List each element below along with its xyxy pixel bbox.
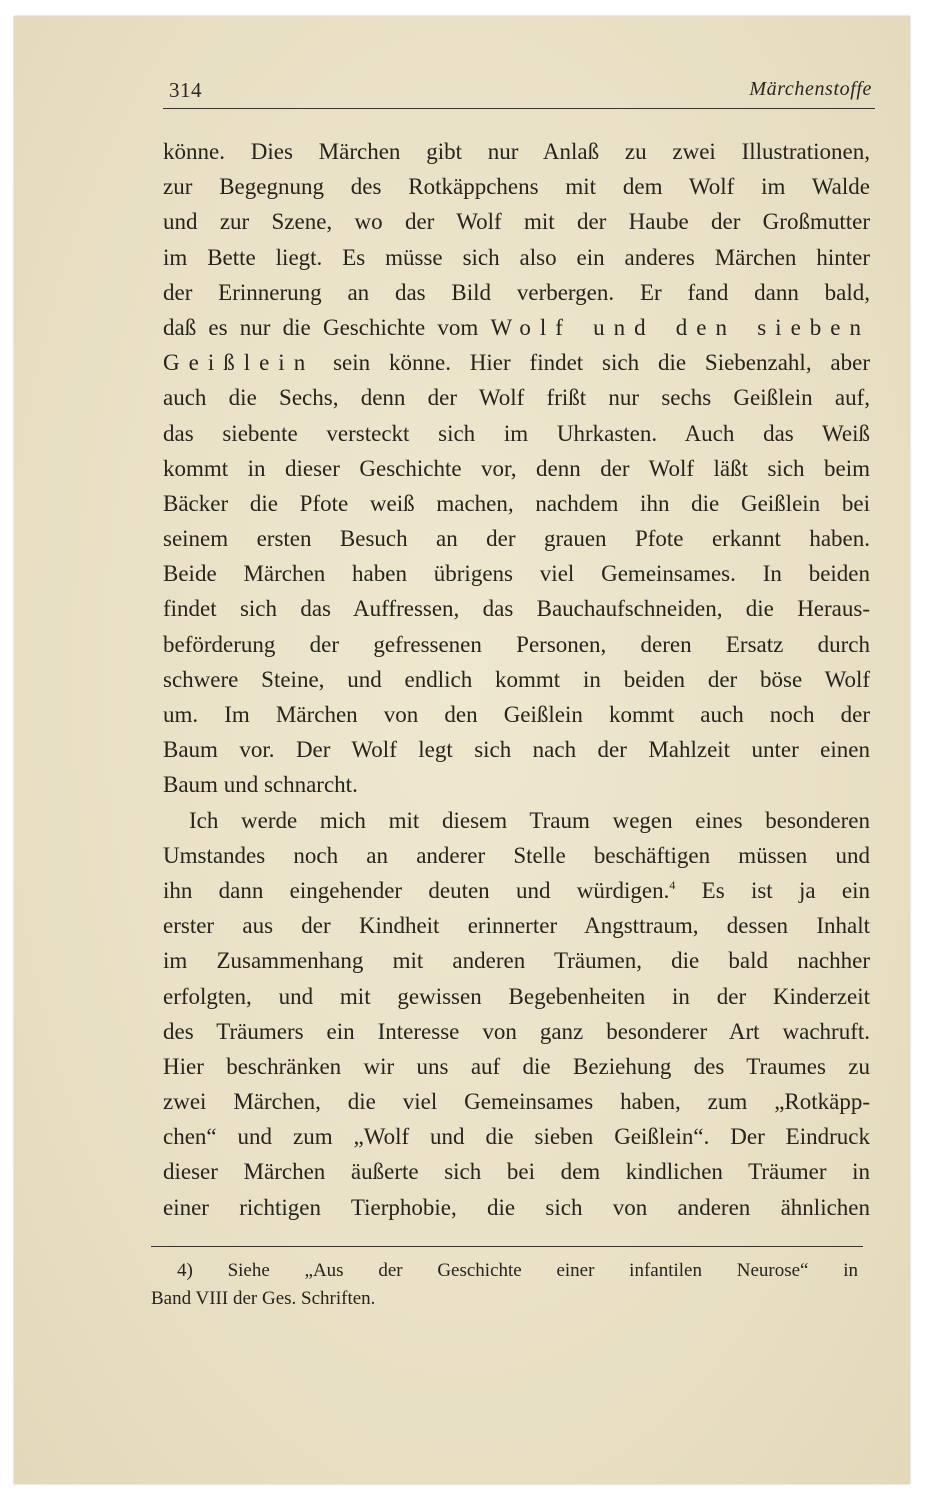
text-line: erfolgten, und mit gewissen Begebenheiten in der Kinderzeit	[163, 983, 870, 1009]
text-line: zwei Märchen, die viel Gemeinsames haben, zum „Rotkäpp-	[163, 1089, 870, 1115]
text-line: chen“ und zum „Wolf und die sieben Geißlein“. Der Eindruck	[163, 1124, 870, 1150]
text-line: der Erinnerung an das Bild verbergen. Er fand dann bald,	[163, 279, 870, 305]
text-line: Baum und schnarcht.	[163, 772, 358, 798]
text-line: im Bette liegt. Es müsse sich also ein anderes Märchen hinter	[163, 244, 870, 270]
text-line: im Zusammenhang mit anderen Träumen, die bald nachher	[163, 948, 870, 974]
text-line: einer richtigen Tierphobie, die sich von anderen ähnlichen	[163, 1194, 870, 1220]
spaced-title: Wolf und den sieben	[490, 314, 870, 340]
text-line	[163, 310, 870, 345]
footnote	[151, 1257, 858, 1313]
text-line: des Träumers ein Interesse von ganz besonderer Art wachruft.	[163, 1018, 870, 1044]
text-line: auch die Sechs, denn der Wolf frißt nur sechs Geißlein auf,	[163, 385, 870, 411]
running-head: Märchenstoffe	[749, 78, 872, 100]
text-line: Hier beschränken wir uns auf die Beziehung des Traumes zu	[163, 1053, 870, 1079]
footnote-line: 4) Siehe „Aus der Geschichte einer infantilen Neurose“ in	[177, 1260, 858, 1281]
text-line: Umstandes noch an anderer Stelle beschäftigen müssen und	[163, 842, 870, 868]
text-line	[163, 345, 870, 380]
text-line: erster aus der Kindheit erinnerter Angsttraum, dessen Inhalt	[163, 913, 870, 939]
footnote-line: Band VIII der Ges. Schriften.	[151, 1288, 376, 1309]
text-line: zur Begegnung des Rotkäppchens mit dem Wolf im Walde	[163, 174, 870, 200]
spaced-title: Geißlein	[163, 350, 315, 376]
text-line: um. Im Märchen von den Geißlein kommt auch noch der	[163, 702, 870, 727]
text-line: dieser Märchen äußerte sich bei dem kindlichen Träumer in	[163, 1159, 870, 1185]
page-header	[151, 74, 872, 106]
text-line: schwere Steine, und endlich kommt in beiden der böse Wolf	[163, 666, 870, 692]
text-line: Ich werde mich mit diesem Traum wegen eines besonderen	[189, 807, 870, 833]
text-line: und zur Szene, wo der Wolf mit der Haube der Großmutter	[163, 209, 870, 235]
text-line: findet sich das Auffressen, das Bauchaufschneiden, die Heraus-	[163, 596, 870, 622]
text-line	[163, 873, 870, 908]
footnote-rule	[151, 1246, 863, 1247]
text-line: kommt in dieser Geschichte vor, denn der Wolf läßt sich beim	[163, 455, 870, 481]
body-text	[163, 134, 870, 1225]
text-line: seinem ersten Besuch an der grauen Pfote erkannt haben.	[163, 526, 870, 552]
text-line: beförderung der gefressenen Personen, deren Ersatz durch	[163, 631, 870, 657]
text-segment: ihn dann eingehender deuten und würdigen.	[163, 877, 670, 903]
text-line: Bäcker die Pfote weiß machen, nachdem ihn die Geißlein bei	[163, 490, 870, 516]
text-line: könne. Dies Märchen gibt nur Anlaß zu zwei Illustrationen,	[163, 139, 870, 164]
text-line: Baum vor. Der Wolf legt sich nach der Mahlzeit unter einen	[163, 737, 870, 763]
text-line: Beide Märchen haben übrigens viel Gemeinsames. In beiden	[163, 561, 870, 587]
header-rule	[163, 108, 875, 109]
text-line: das siebente versteckt sich im Uhrkasten. Auch das Weiß	[163, 420, 870, 446]
text-segment: Es ist ja ein	[675, 877, 870, 903]
text-segment: sein könne. Hier findet sich die Siebenzahl, aber	[333, 350, 871, 376]
footnote-marker: 4	[669, 877, 676, 892]
text-segment: daß es nur die Geschichte vom	[163, 314, 479, 340]
page-number: 314	[169, 78, 202, 102]
